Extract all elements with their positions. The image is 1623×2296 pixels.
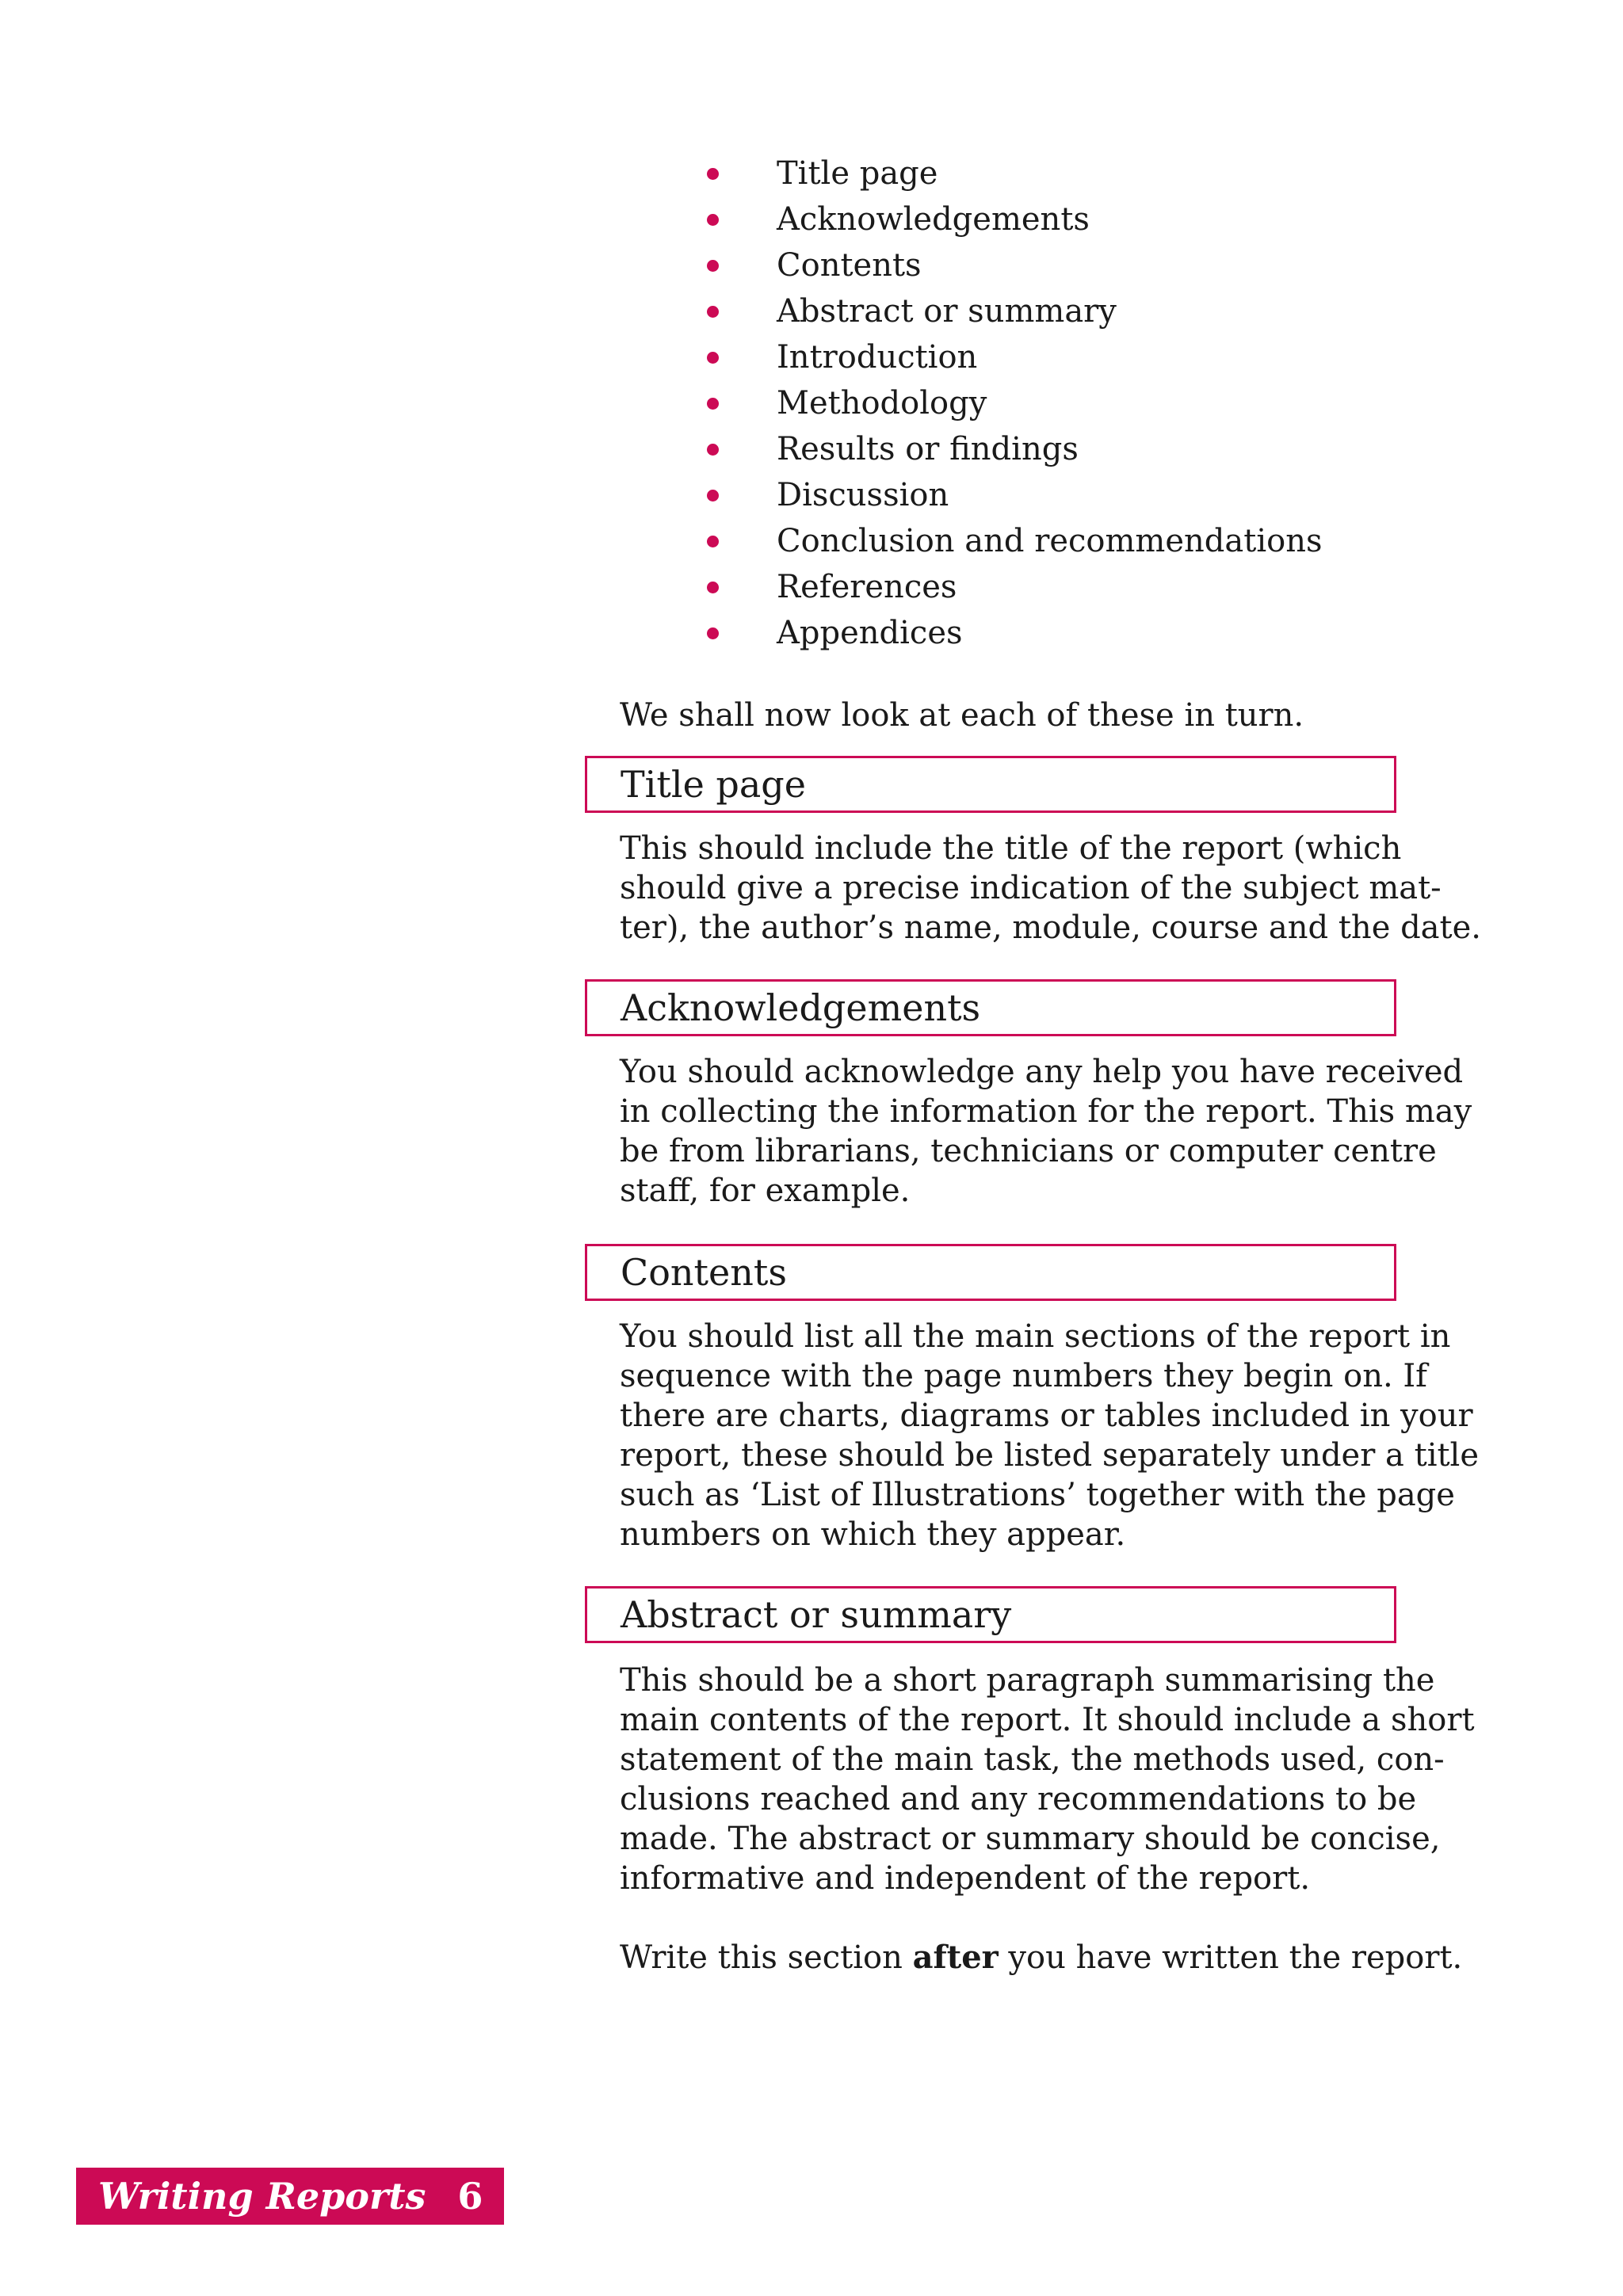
section-heading-abstract: Abstract or summary	[585, 1586, 1396, 1643]
bullet-icon	[707, 214, 719, 226]
text-line: report, these should be listed separately under a title	[620, 1437, 1480, 1474]
section-body-title-page	[620, 829, 1481, 948]
text-line: in collecting the information for the report. This may	[620, 1093, 1472, 1130]
text-line: numbers on which they appear.	[620, 1516, 1126, 1553]
bullet-icon	[707, 398, 719, 410]
section-heading-title-page: Title page	[585, 756, 1396, 813]
text-line: made. The abstract or summary should be concise,	[620, 1821, 1441, 1857]
text-line: be from librarians, technicians or computer centre	[620, 1133, 1437, 1169]
footer-title: Writing Reports	[98, 2175, 426, 2218]
section-heading-acknowledgements: Acknowledgements	[585, 979, 1396, 1036]
bullet-icon	[707, 536, 719, 547]
text-line: clusions reached and any recommendations to be	[620, 1781, 1417, 1817]
note-text: Write this section	[620, 1939, 913, 1976]
bullet-icon	[707, 444, 719, 456]
text-line: This should include the title of the report (which	[620, 830, 1402, 867]
note-emphasis: after	[912, 1939, 999, 1976]
section-body-abstract	[620, 1661, 1475, 1898]
text-line: staff, for example.	[620, 1173, 911, 1209]
section-body-contents	[620, 1317, 1480, 1554]
text-line: main contents of the report. It should include a short	[620, 1702, 1475, 1738]
text-line: there are charts, diagrams or tables included in your	[620, 1398, 1473, 1434]
text-line: ter), the author’s name, module, course and the date.	[620, 910, 1481, 946]
list-item: Appendices	[697, 610, 1322, 656]
text-line: statement of the main task, the methods used, con-	[620, 1741, 1445, 1778]
list-item: References	[697, 564, 1322, 610]
bullet-icon	[707, 627, 719, 639]
abstract-note	[620, 1938, 1463, 1978]
list-item: Introduction	[697, 334, 1322, 380]
footer-running-title	[76, 2168, 504, 2225]
list-item: Conclusion and recommendations	[697, 518, 1322, 564]
text-line: You should list all the main sections of the report in	[620, 1318, 1451, 1355]
list-item: Acknowledgements	[697, 196, 1322, 242]
text-line: should give a precise indication of the subject mat-	[620, 870, 1442, 906]
note-text: you have written the report.	[998, 1939, 1463, 1976]
list-item: Title page	[697, 151, 1322, 196]
text-line: You should acknowledge any help you have received	[620, 1054, 1464, 1090]
intro-paragraph: We shall now look at each of these in turn.	[620, 697, 1304, 734]
text-line: sequence with the page numbers they begin on. If	[620, 1358, 1427, 1394]
bullet-icon	[707, 260, 719, 272]
list-item: Contents	[697, 242, 1322, 288]
text-line: This should be a short paragraph summarising the	[620, 1662, 1435, 1699]
bullet-icon	[707, 582, 719, 593]
section-body-acknowledgements	[620, 1052, 1472, 1211]
list-item: Abstract or summary	[697, 288, 1322, 334]
bullet-icon	[707, 490, 719, 502]
bullet-icon	[707, 168, 719, 180]
bullet-icon	[707, 352, 719, 364]
text-line: informative and independent of the report.	[620, 1860, 1311, 1897]
page-number: 6	[457, 2175, 483, 2218]
list-item: Discussion	[697, 472, 1322, 518]
report-structure-list	[697, 151, 1322, 656]
bullet-icon	[707, 306, 719, 318]
text-line	[620, 1938, 1463, 1978]
list-item: Results or findings	[697, 426, 1322, 472]
list-item: Methodology	[697, 380, 1322, 426]
section-heading-contents: Contents	[585, 1244, 1396, 1301]
text-line: such as ‘List of Illustrations’ together with the page	[620, 1477, 1455, 1513]
